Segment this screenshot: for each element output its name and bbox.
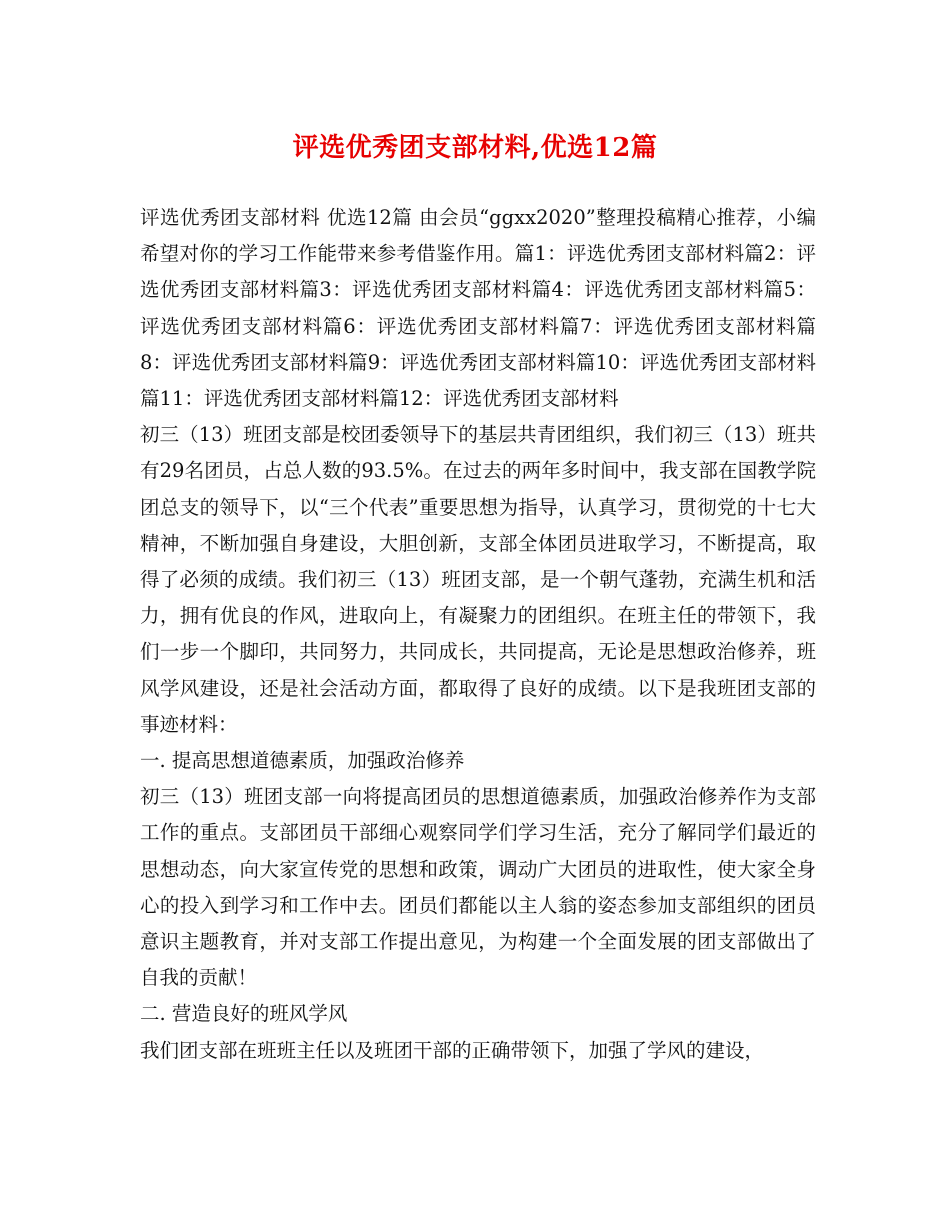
section-heading-2: 二. 营造良好的班风学风 (140, 1002, 348, 1026)
paragraph-intro: 评选优秀团支部材料 优选12篇 由会员“ggxx2020”整理投稿精心推荐，小编希望对你的学习工作能带来参考借鉴作用。篇1：评选优秀团支部材料篇2：评选优秀团支部材料篇3：评选优秀团支部材料篇4：评选优秀团支部材料篇5：评选优秀团支部材料篇6：评选优秀团支部材料篇7：评选优秀团支部材料篇8：评选优秀团支部材料篇9：评选优秀团支部材料篇10：评选优秀团支部材料篇11：评选优秀团支部材料篇12：评选优秀团支部材料 (140, 206, 816, 411)
paragraph-overview: 初三（13）班团支部是校团委领导下的基层共青团组织，我们初三（13）班共有29名团员，占总人数的93.5%。在过去的两年多时间中，我支部在国教学院团总支的领导下，以“三个代表”重要思想为指导，认真学习，贯彻党的十七大精神，不断加强自身建设，大胆创新，支部全体团员进取学习，不断提高，取得了必须的成绩。我们初三（13）班团支部，是一个朝气蓬勃，充满生机和活力，拥有优良的作风，进取向上，有凝聚力的团组织。在班主任的带领下，我们一步一个脚印，共同努力，共同成长，共同提高，无论是思想政治修养，班风学风建设，还是社会活动方面，都取得了良好的成绩。以下是我班团支部的事迹材料： (140, 423, 816, 736)
paragraph-section-1: 初三（13）班团支部一向将提高团员的思想道德素质，加强政治修养作为支部工作的重点。支部团员干部细心观察同学们学习生活，充分了解同学们最近的思想动态，向大家宣传党的思想和政策，调动广大团员的进取性，使大家全身心的投入到学习和工作中去。团员们都能以主人翁的姿态参加支部组织的团员意识主题教育，并对支部工作提出意见，为构建一个全面发展的团支部做出了自我的贡献！ (140, 785, 816, 990)
paragraph-section-2: 我们团支部在班班主任以及班团干部的正确带领下，加强了学风的建设， (140, 1038, 765, 1062)
document-body (140, 200, 816, 1069)
section-heading-1: 一. 提高思想道德素质，加强政治修养 (140, 749, 465, 773)
document-title: 评选优秀团支部材料,优选12篇 (292, 133, 658, 163)
